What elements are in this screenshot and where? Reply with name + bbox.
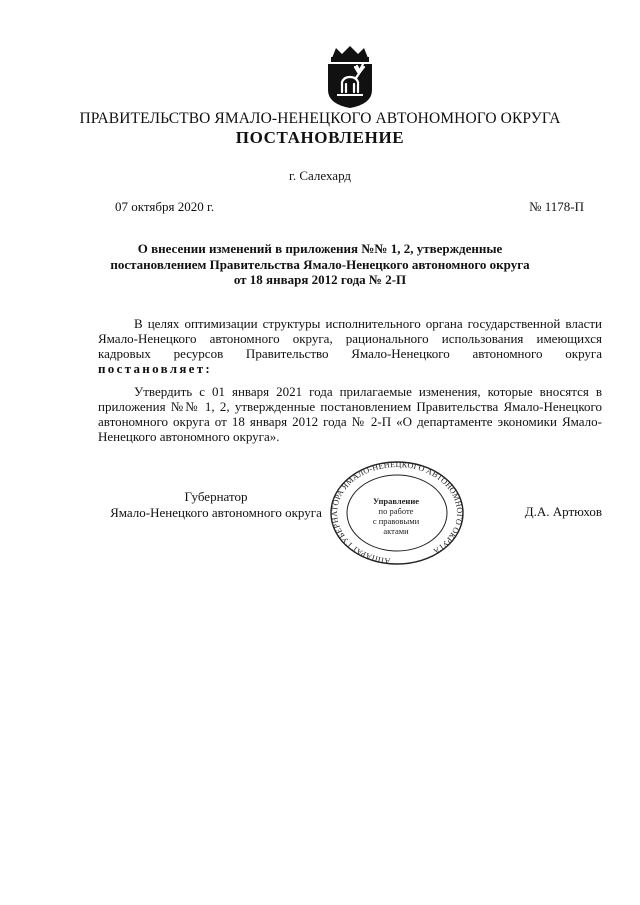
stamp-line-1: Управление <box>372 496 419 506</box>
city-label: г. Салехард <box>288 168 352 183</box>
document-subject <box>95 241 545 288</box>
coat-of-arms-icon <box>322 44 378 110</box>
document-type-title: ПОСТАНОВЛЕНИЕ <box>235 128 405 147</box>
resolves-keyword: постановляет: <box>98 361 213 376</box>
paragraph-2-text: Утвердить с 01 января 2021 года прилагаемые изменения, которые вносятся в приложения №№ 1, 2, утвержденные постановлением Правительства Ямало-Ненецкого автономного округа от 18 января 2012 года № 2-П «О департаменте экономики Ямало-Ненецкого автономного округа». <box>98 384 602 444</box>
document-date: 07 октября 2020 г. <box>115 199 215 214</box>
subject-line-3: от 18 января 2012 года № 2-П <box>233 272 407 287</box>
stamp-line-3: с правовыми <box>372 516 420 526</box>
stamp-center-text <box>358 496 434 536</box>
stamp-outer-text: АППАРАТ ГУБЕРНАТОРА ЯМАЛО-НЕНЕЦКОГО АВТОНОМНОГО ОКРУГА <box>329 459 465 566</box>
subject-line-2: постановлением Правительства Ямало-Ненецкого автономного округа <box>110 256 530 272</box>
signatory-title-line-1: Губернатор <box>184 489 248 504</box>
signatory-title-line-2: Ямало-Ненецкого автономного округа <box>110 504 322 520</box>
stamp-line-2: по работе <box>378 506 414 516</box>
document-number: № 1178-П <box>529 199 584 214</box>
body-paragraph-2 <box>98 384 602 444</box>
subject-line-1: О внесении изменений в приложения №№ 1, 2, утвержденные <box>137 241 503 256</box>
signatory-name: Д.А. Артюхов <box>524 504 602 519</box>
signatory-title <box>98 489 334 520</box>
stamp-line-4: актами <box>383 526 409 536</box>
government-title: ПРАВИТЕЛЬСТВО ЯМАЛО-НЕНЕЦКОГО АВТОНОМНОГО ОКРУГА <box>79 110 561 127</box>
body-paragraph-1 <box>98 316 602 376</box>
paragraph-1-text: В целях оптимизации структуры исполнительного органа государственной власти Ямало-Ненецкого автономного округа, рационального использования имеющихся кадровых ресурсов Правительство Ямало-Ненецкого автономного округа <box>98 316 602 361</box>
